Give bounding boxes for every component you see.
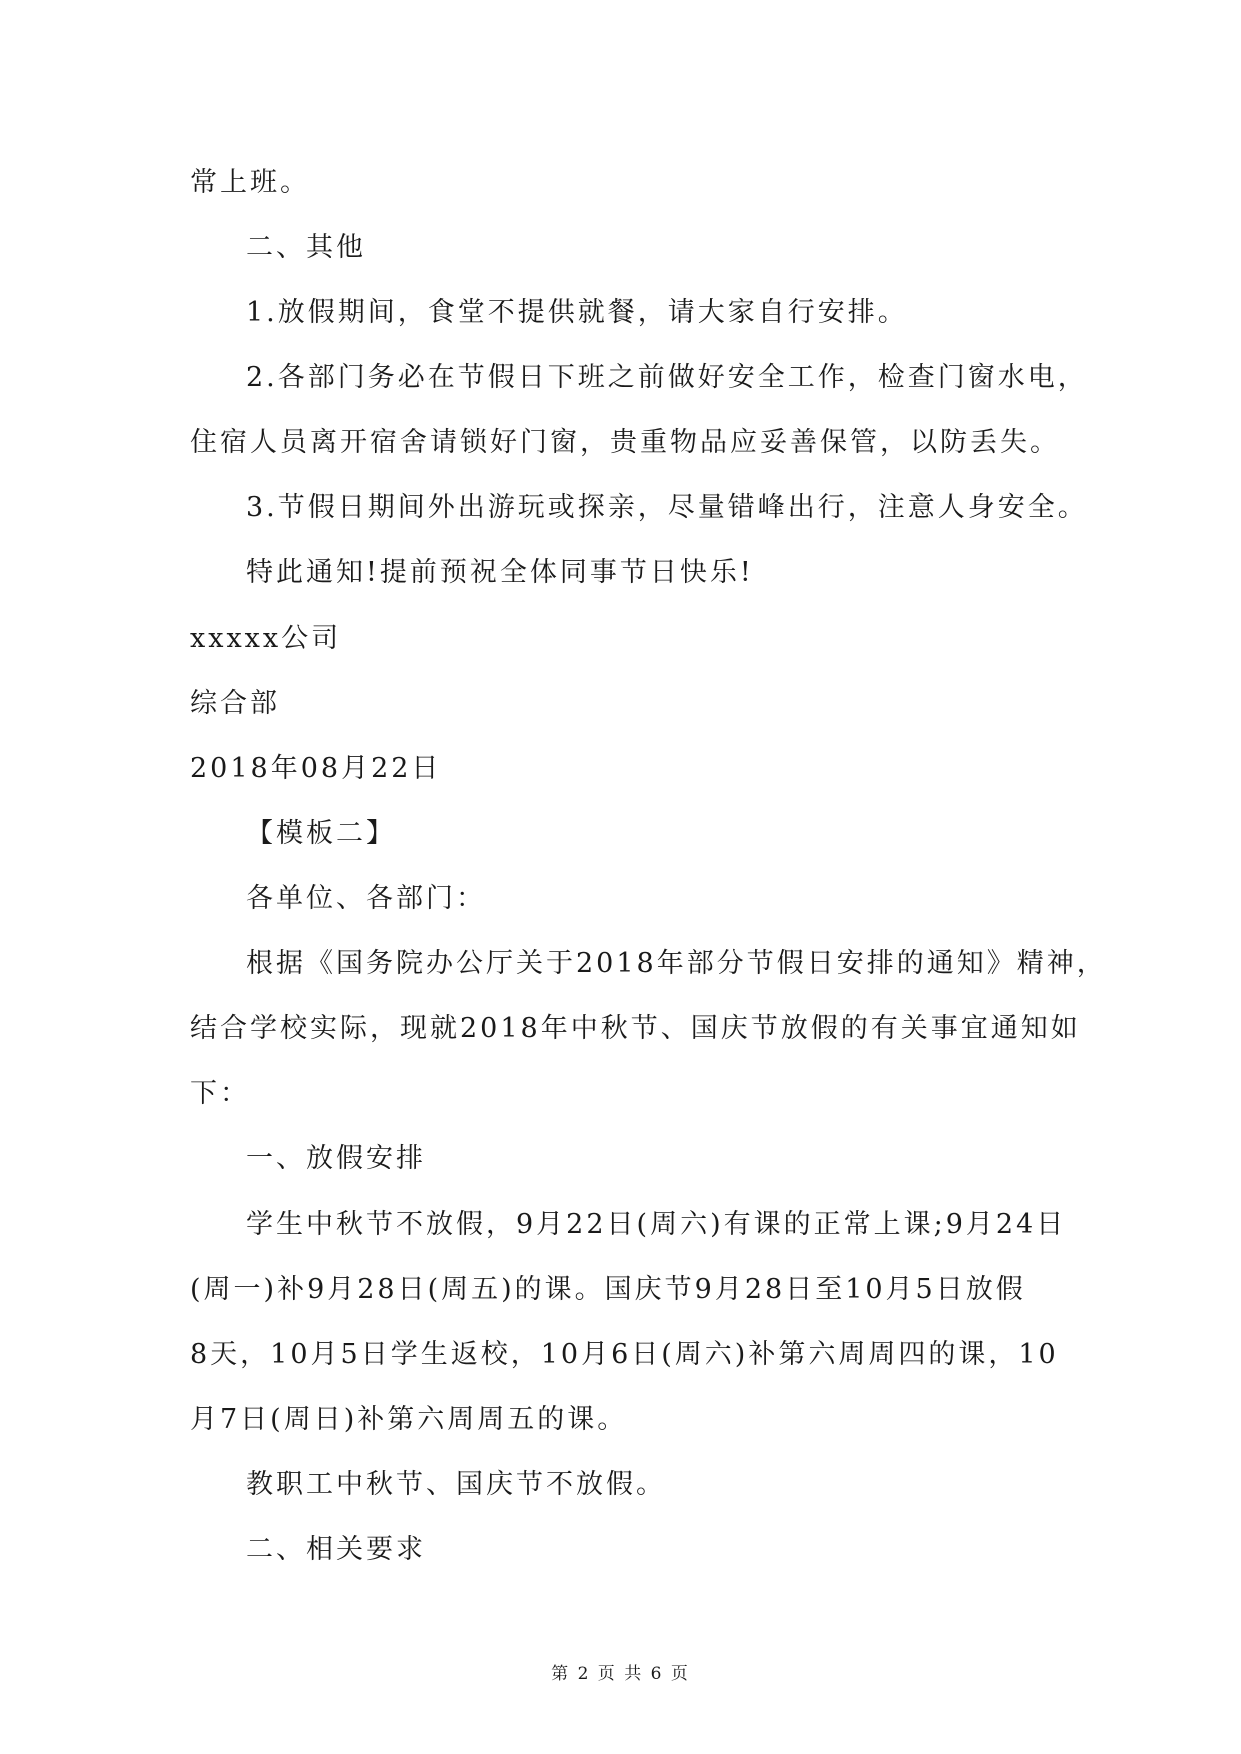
list-item: 1.放假期间，食堂不提供就餐，请大家自行安排。 [246, 297, 908, 328]
page-number-footer: 第 2 页 共 6 页 [551, 1664, 690, 1684]
template-heading: 【模板二】 [246, 818, 396, 849]
body-text-line: (周一)补9月28日(周五)的课。国庆节9月28日至10月5日放假 [190, 1274, 1026, 1305]
signature-company: xxxxx公司 [190, 623, 342, 654]
list-item: 2.各部门务必在节假日下班之前做好安全工作，检查门窗水电， [246, 362, 1088, 393]
body-text-line: 住宿人员离开宿舍请锁好门窗，贵重物品应妥善保管，以防丢失。 [190, 427, 1060, 458]
closing-remark: 特此通知!提前预祝全体同事节日快乐! [246, 557, 754, 588]
body-text-line: 下： [190, 1078, 250, 1109]
body-text-line: 教职工中秋节、国庆节不放假。 [246, 1469, 666, 1500]
section-heading: 一、放假安排 [246, 1143, 426, 1174]
signature-date: 2018年08月22日 [190, 753, 442, 784]
body-text-line: 月7日(周日)补第六周周五的课。 [190, 1404, 628, 1435]
body-text-line: 8天，10月5日学生返校，10月6日(周六)补第六周周四的课，10 [190, 1339, 1059, 1370]
section-heading: 二、其他 [246, 232, 366, 263]
signature-department: 综合部 [190, 688, 280, 719]
body-text-line: 常上班。 [190, 167, 310, 198]
salutation: 各单位、各部门： [246, 883, 486, 914]
body-text-line: 学生中秋节不放假，9月22日(周六)有课的正常上课;9月24日 [246, 1209, 1067, 1240]
list-item: 3.节假日期间外出游玩或探亲，尽量错峰出行，注意人身安全。 [246, 492, 1088, 523]
body-text-line: 根据《国务院办公厅关于2018年部分节假日安排的通知》精神， [246, 948, 1107, 979]
body-text-line: 结合学校实际，现就2018年中秋节、国庆节放假的有关事宜通知如 [190, 1013, 1081, 1044]
section-heading: 二、相关要求 [246, 1534, 426, 1565]
